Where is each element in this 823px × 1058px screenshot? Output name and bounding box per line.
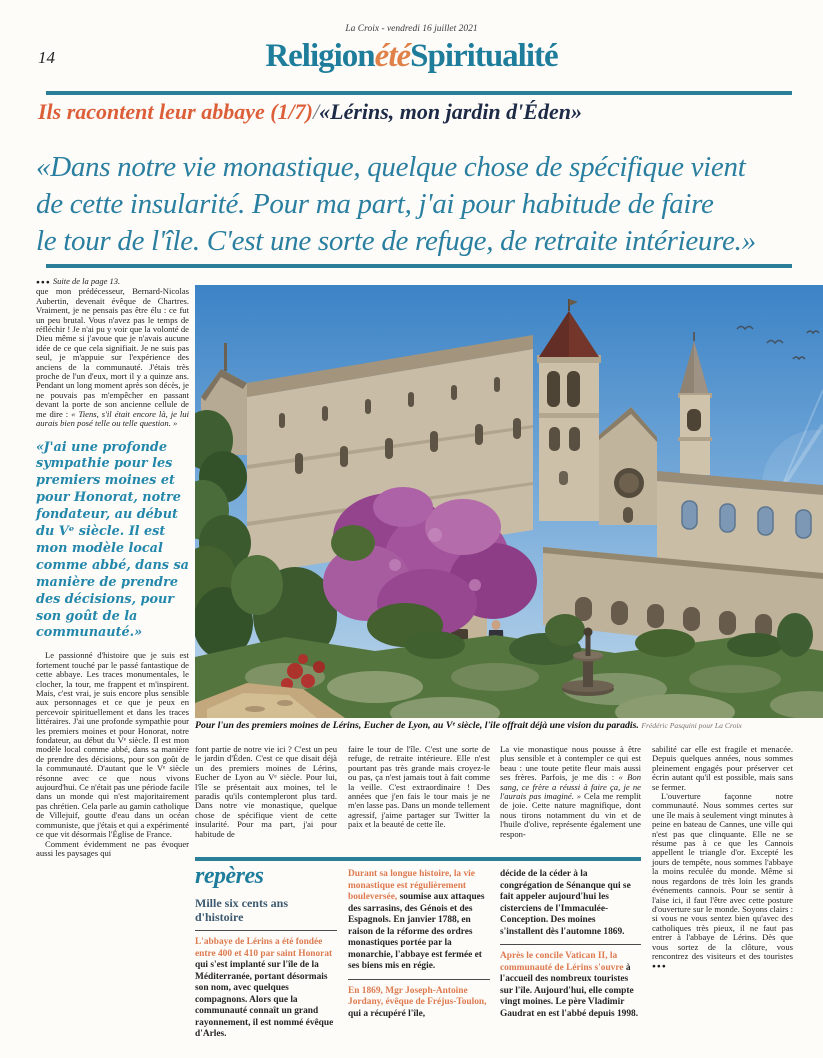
photo-caption — [195, 720, 799, 731]
reperes-lead: L'abbaye de Lérins a été fondée entre 400 et 410 par saint Honorat — [195, 937, 333, 959]
reperes-subhead: Mille six cents ans d'histoire — [195, 896, 288, 924]
pull-quote: «J'ai une profonde sympathie pour les premiers moines et pour Honorat, notre fondateur, au début du Vᵉ siècle. Il est mon modèle local comme abbé, dans sa manière de prendre des décisions, pour son goût de la communauté.» — [36, 439, 189, 641]
reperes-lead: Après le concile Vatican II, la communauté de Lérins s'ouvre — [500, 951, 624, 973]
continuation-text: Suite de la page 13. — [50, 276, 121, 286]
lead-quote-line: de cette insularité. Pour ma part, j'ai pour habitude de faire — [36, 188, 714, 220]
body-paragraph — [36, 287, 189, 428]
page-number: 14 — [38, 48, 55, 67]
body-paragraph: font partie de notre vie ici ? C'est un peu le jardin d'Éden. C'est ce que disait déjà un des premiers moines de Lérins, Eucher de Lyon au Vᵉ siècle. Pour lui, l'île se présentait aux moines, tel le paradis qu'ils contempleront plus tard. Dans notre vie monastique, quelque chose de spécifique vient de cette insularité. Pour ma part, j'ai pour habitude de — [195, 744, 337, 839]
body-text: La vie monastique nous pousse à être plus sensible et à contempler ce qui est beau : une toute petite fleur mais aussi ses frères. Parfois, je me dis : — [500, 744, 641, 783]
reperes-text: à l'accueil des nombreux touristes sur l'île. Aujourd'hui, elle compte vingt moines. Le père Vladimir Gaudrat en est l'abbé depuis 1998. — [500, 962, 639, 1019]
series-label: Ils racontent leur abbaye (1/7) — [38, 99, 313, 124]
article-column-1 — [36, 277, 189, 858]
inline-quote: « Tiens, s'il était encore là, je lui aurais bien posé telle ou telle question. » — [36, 408, 189, 429]
quote-rule — [46, 264, 792, 268]
abbey-photo-illustration — [195, 285, 823, 718]
reperes-title: repères — [195, 863, 264, 889]
body-text: Cela me remplit de joie. Cette nature magnifique, dont nous tirons notamment du vin et de l'huile d'olive, représente également une respon- — [500, 791, 641, 839]
body-text: que mon prédécesseur, Bernard-Nicolas Aubertin, devenait évêque de Chartres. Vraiment, je ne pensais pas être élu : ce fut un peu brutal. Vous n'avez pas le temps de réfléchir ! Je n'ai pu y voir que la volonté de Dieu même si j'avoue que je n'avais aucune idée de ce que cela signifiait. Je ne suis pas seul, je m'appuie sur l'expérience des anciens de la communauté. J'étais très proche de l'un d'eux, mort il y a quinze ans. Pendant un long moment après son décès, je ne pouvais pas m'empêcher en passant devant la porte de son ancienne cellule de me dire : — [36, 286, 189, 419]
reperes-column-2 — [348, 869, 490, 1020]
body-paragraph: faire le tour de l'île. C'est une sorte de refuge, de retraite intérieure. Elle n'est pourtant pas très grande mais croyez-le ou pas, ça n'est jamais tout à fait comme la veille. C'est extraordinaire ! Des années que j'en fais le tour mais je ne m'en lasse pas. Dans un monde tellement agressif, j'aime partager sur Twitter la paix et la beauté de cette île. — [348, 744, 490, 830]
reperes-entry — [195, 937, 337, 1041]
reperes-lead: Durant sa longue histoire, la vie monastique est régulièrement bouleversée, — [348, 869, 475, 902]
kicker-separator: / — [313, 99, 320, 124]
reperes-lead: En 1869, Mgr Joseph-Antoine Jordany, évêque de Fréjus-Toulon, — [348, 985, 487, 1007]
article-column-5 — [652, 745, 793, 972]
article-column-2 — [195, 745, 337, 839]
body-paragraph — [500, 745, 641, 839]
header-rule — [46, 91, 792, 95]
masthead-religion: Religion — [265, 38, 375, 74]
body-paragraph: sabilité car elle est fragile et menacée. Depuis quelques années, nous sommes pleinement engagés pour préserver cet écrin autant qu'il est possible, mais sans se fermer. — [652, 744, 793, 792]
reperes-entry — [500, 951, 641, 1020]
reperes-entry — [348, 869, 490, 973]
lead-quote-line: le tour de l'île. C'est une sorte de refuge, de retraite intérieure.» — [36, 225, 756, 257]
masthead-ete: été — [374, 38, 411, 74]
reperes-text: qui a récupéré l'île, — [348, 1008, 426, 1019]
divider — [348, 979, 490, 980]
section-masthead — [0, 38, 823, 75]
body-text: L'ouverture façonne notre communauté. Nous sommes certes sur une île mais à seulement vingt minutes à peine en bateau de Cannes, une ville qui n'est pas que clinquante. Elle ne se résume pas à ce que les Cannois appellent le triangle d'or. Excepté les jours de tempête, nous sommes l'abbaye la moins reculée du monde. Même si nous regardons de très loin les grands événements cannois. Pour se sentir à l'aise ici, il faut l'être avec cette posture d'ouverture sur le monde. Soyons clairs : si vous ne vous sentez bien qu'avec des catholiques très pieux, il ne faut pas entrer à l'abbaye de Lérins. Dès que vous sortez de la clôture, vous rencontrez des visiteurs et des touristes — [652, 791, 793, 961]
divider — [500, 944, 641, 945]
lead-quote — [36, 149, 796, 260]
abbey-photo — [195, 285, 823, 718]
end-of-article-dots-icon: ●●● — [652, 963, 667, 971]
reperes-rule — [195, 857, 641, 861]
article-column-3 — [348, 745, 490, 830]
lead-quote-line: «Dans notre vie monastique, quelque chose de spécifique vient — [36, 151, 746, 183]
reperes-entry — [348, 986, 490, 1021]
dateline: La Croix - vendredi 16 juillet 2021 — [345, 24, 478, 34]
divider — [195, 930, 337, 931]
reperes-column-3 — [500, 869, 641, 1020]
body-paragraph — [652, 792, 793, 972]
caption-text: Pour l'un des premiers moines de Lérins, Eucher de Lyon, au Vᵉ siècle, l'île offrait déjà une vision du paradis. — [195, 720, 642, 731]
reperes-text: qui s'est implanté sur l'île de la Méditerranée, portant désormais son nom, avec quelques compagnons. Alors que la communauté connaît un grand rayonnement, il est nommé évêque d'Arles. — [195, 960, 334, 1039]
reperes-entry — [500, 869, 641, 938]
reperes-column-1 — [195, 863, 337, 1041]
reperes-text: décide de la céder à la congrégation de Sénanque qui se fait appeler aujourd'hui les cisterciens de l'Immaculée-Conception. Des moines s'installent dès l'automne 1869. — [500, 869, 631, 937]
continuation-dots-icon: ●●● — [36, 279, 51, 286]
masthead-spiritualite: Spiritualité — [410, 38, 558, 74]
body-paragraph: Le passionné d'histoire que je suis est fortement touché par le passé fantastique de cette abbaye. Les traces monumentales, le clocher, la tour, me frappent et m'inspirent. Mais, c'est vrai, je suis encore plus sensible aux personnages et ce que je peux en percevoir spirituellement et dans les traces littéraires. J'ai une profonde sympathie pour les premiers moines et pour Honorat, notre fondateur, au début du Vᵉ siècle. Il est mon modèle local comme abbé, dans sa manière de prendre des décisions, pour son goût de la communauté. D'autant que le Vᵉ siècle résonne avec ce que nous vivons aujourd'hui. Ce n'était pas une période facile dans un monde qui n'est majoritairement pas chrétien. Cela parle au gamin catholique de Villejuif, goutte d'eau dans un océan communiste, que j'étais et qui a expérimenté ce que vit désormais l'Église de France. — [36, 650, 189, 840]
kicker-headline — [38, 99, 793, 125]
photo-credit: Frédéric Pasquini pour La Croix — [641, 721, 742, 730]
article-column-4 — [500, 745, 641, 839]
reperes-text: soumise aux attaques des sarrasins, des Génois et des Espagnols. En janvier 1788, en raison de la réforme des ordres monastiques portée par la monarchie, l'abbaye est fermée et ses biens mis en régie. — [348, 892, 485, 971]
body-paragraph: Comment évidemment ne pas évoquer aussi les paysages qui — [36, 838, 189, 858]
inline-quote: « Bon sang, ce frère a réussi à faire ça, je ne l'aurais pas imaginé. » — [500, 772, 641, 802]
article-title: «Lérins, mon jardin d'Éden» — [319, 99, 582, 124]
